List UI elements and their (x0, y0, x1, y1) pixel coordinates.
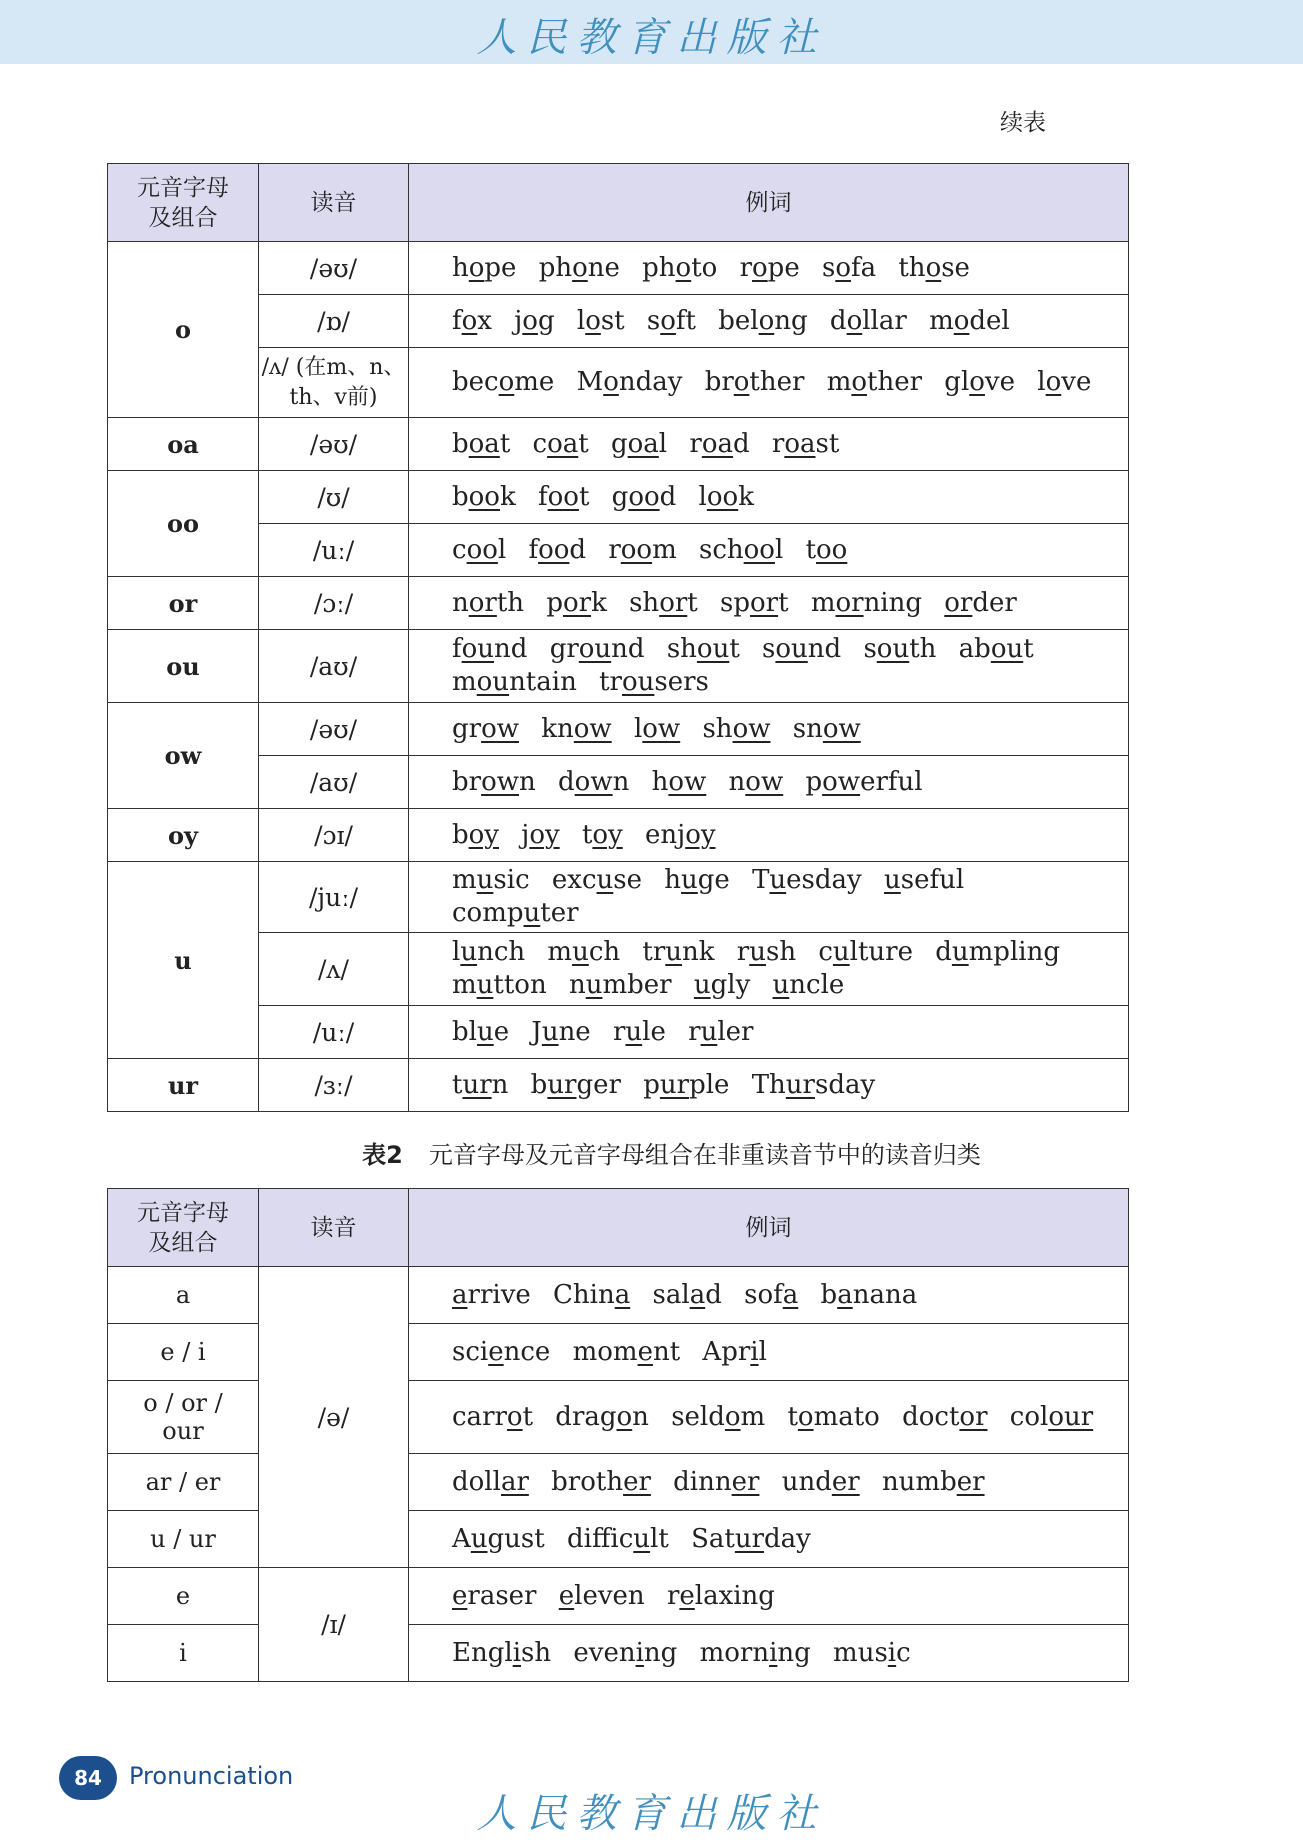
example-word: boy (452, 819, 499, 850)
example-word: low (633, 713, 681, 744)
caption-number: 表2 (362, 1141, 403, 1169)
example-word: purple (643, 1069, 730, 1100)
example-words (409, 471, 1129, 524)
example-words (409, 1267, 1129, 1324)
example-word: cool (452, 534, 507, 565)
example-word: look (698, 481, 754, 512)
vowel-category: ar / er (108, 1454, 259, 1511)
example-word: evening (573, 1637, 678, 1668)
example-word: jog (514, 305, 555, 336)
example-word: burger (530, 1069, 621, 1100)
vowel-category: o (108, 242, 259, 418)
table-row (108, 1006, 1129, 1059)
table-row (108, 295, 1129, 348)
header-category: 元音字母及组合 (108, 164, 259, 242)
vowel-category: o / or / our (108, 1381, 259, 1454)
example-word: sport (720, 587, 789, 618)
example-words (409, 703, 1129, 756)
phonetic-sound: /ʌ/ (在m、n、th、v前) (259, 348, 409, 418)
example-word: English (452, 1637, 552, 1668)
example-word: eleven (558, 1580, 645, 1611)
example-word: order (944, 587, 1017, 618)
example-word: mother (826, 367, 923, 397)
example-word: food (528, 534, 587, 565)
example-words (409, 524, 1129, 577)
example-words (409, 1381, 1129, 1454)
table-row (108, 524, 1129, 577)
example-word: love (1037, 367, 1092, 397)
header-examples: 例词 (409, 164, 1129, 242)
example-words (409, 756, 1129, 809)
example-word: model (929, 305, 1010, 336)
example-word: music (452, 865, 530, 895)
example-word: ground (549, 634, 645, 664)
example-word: south (863, 634, 937, 664)
example-word: banana (820, 1279, 918, 1310)
phonetic-sound: /aʊ/ (259, 630, 409, 703)
example-words (409, 1625, 1129, 1682)
phonetic-sound: /ʊ/ (259, 471, 409, 524)
example-word: photo (642, 252, 718, 283)
phonetic-sound: /uː/ (259, 1006, 409, 1059)
example-word: moment (572, 1336, 681, 1367)
example-words (409, 1006, 1129, 1059)
example-word: powerful (805, 766, 923, 797)
example-word: uncle (772, 970, 845, 1000)
example-word: dollar (452, 1466, 529, 1497)
vowel-category: e (108, 1568, 259, 1625)
example-word: how (651, 766, 707, 797)
example-word: north (452, 587, 525, 618)
example-word: toy (581, 819, 623, 850)
table-row (108, 348, 1129, 418)
table-row (108, 862, 1129, 933)
phonetic-sound: /ʌ/ (259, 933, 409, 1006)
example-word: show (702, 713, 771, 744)
example-word: Monday (576, 367, 683, 397)
table2-caption (0, 1135, 1303, 1170)
example-word: arrive (452, 1279, 531, 1310)
table-row (108, 933, 1129, 1006)
example-word: number (881, 1466, 985, 1497)
example-word: fox (452, 305, 492, 336)
example-word: seldom (671, 1401, 766, 1432)
example-word: mutton (452, 970, 547, 1000)
phonetic-sound: /ɔɪ/ (259, 809, 409, 862)
example-word: colour (1009, 1401, 1094, 1432)
example-word: know (541, 713, 612, 744)
table-row (108, 577, 1129, 630)
example-word: enjoy (645, 819, 716, 850)
example-word: lost (576, 305, 625, 336)
example-word: culture (818, 937, 913, 967)
table-row (108, 1568, 1129, 1625)
example-word: carrot (452, 1401, 534, 1432)
example-word: ugly (693, 970, 751, 1000)
example-word: blue (452, 1016, 510, 1047)
example-word: belong (718, 305, 808, 336)
table-row (108, 703, 1129, 756)
example-word: found (452, 634, 528, 664)
example-word: sofa (821, 252, 877, 283)
example-words (409, 862, 1129, 933)
table-row (108, 1267, 1129, 1324)
example-word: brother (704, 367, 805, 397)
example-word: morning (810, 587, 923, 618)
phonetic-sound: /ɪ/ (259, 1568, 409, 1682)
example-word: August (452, 1523, 545, 1554)
example-word: sofa (744, 1279, 799, 1310)
example-word: short (629, 587, 698, 618)
example-word: China (553, 1279, 631, 1310)
example-word: become (452, 367, 555, 397)
example-words (409, 295, 1129, 348)
phonetic-sound: /aʊ/ (259, 756, 409, 809)
example-word: Saturday (691, 1523, 811, 1554)
phonetic-sound: /əʊ/ (259, 703, 409, 756)
example-word: about (958, 634, 1034, 664)
example-word: excuse (551, 865, 643, 895)
publisher-watermark-top: 人民教育出版社 (476, 15, 827, 61)
vowel-category: oo (108, 471, 259, 577)
example-word: ruler (688, 1016, 754, 1047)
example-word: rush (736, 937, 797, 967)
vowel-category: ou (108, 630, 259, 703)
example-word: book (452, 481, 516, 512)
example-words (409, 348, 1129, 418)
example-word: brown (452, 766, 536, 797)
vowel-category: oy (108, 809, 259, 862)
header-sound: 读音 (259, 1189, 409, 1267)
example-word: Thursday (751, 1069, 876, 1100)
phonetic-sound: /uː/ (259, 524, 409, 577)
publisher-watermark-bottom: 人民教育出版社 (476, 1791, 827, 1837)
example-words (409, 577, 1129, 630)
example-word: pork (546, 587, 607, 618)
vowel-category: e / i (108, 1324, 259, 1381)
vowel-category: u / ur (108, 1511, 259, 1568)
example-word: roast (771, 428, 840, 459)
example-word: turn (452, 1069, 509, 1100)
example-word: dollar (829, 305, 907, 336)
vowel-category: i (108, 1625, 259, 1682)
example-word: computer (452, 898, 579, 928)
example-word: mountain (452, 667, 577, 697)
example-words (409, 630, 1129, 703)
phonetic-sound: /ɜː/ (259, 1059, 409, 1112)
example-word: sound (762, 634, 842, 664)
example-word: hope (452, 252, 517, 283)
example-word: June (531, 1016, 591, 1047)
table-row (108, 756, 1129, 809)
example-words (409, 1511, 1129, 1568)
caption-title: 元音字母及元音字母组合在非重读音节中的读音归类 (428, 1141, 981, 1169)
header-sound: 读音 (259, 164, 409, 242)
example-word: those (898, 252, 970, 283)
continued-label: 续表 (1000, 110, 1046, 136)
example-word: joy (521, 819, 560, 850)
phonetic-sound: /juː/ (259, 862, 409, 933)
table-row (108, 809, 1129, 862)
example-word: relaxing (666, 1580, 775, 1611)
example-words (409, 242, 1129, 295)
example-word: eraser (452, 1580, 537, 1611)
example-word: huge (664, 865, 730, 895)
example-word: Tuesday (752, 865, 862, 895)
example-word: soft (646, 305, 696, 336)
page-number: 84 (59, 1756, 117, 1800)
example-word: rule (612, 1016, 666, 1047)
example-word: science (452, 1336, 551, 1367)
example-word: April (702, 1336, 767, 1367)
vowel-category: u (108, 862, 259, 1059)
example-word: doctor (902, 1401, 988, 1432)
table-row (108, 630, 1129, 703)
example-word: grow (452, 713, 519, 744)
vowel-table-stressed (107, 163, 1129, 1112)
header-category: 元音字母及组合 (108, 1189, 259, 1267)
example-word: boat (452, 428, 511, 459)
example-word: dinner (673, 1466, 760, 1497)
table-row (108, 242, 1129, 295)
example-word: foot (538, 481, 590, 512)
table-row (108, 1059, 1129, 1112)
vowel-category: oa (108, 418, 259, 471)
example-words (409, 1568, 1129, 1625)
example-word: rope (739, 252, 800, 283)
table-row (108, 418, 1129, 471)
example-words (409, 418, 1129, 471)
example-word: coat (532, 428, 589, 459)
example-word: lunch (452, 937, 526, 967)
vowel-category: ow (108, 703, 259, 809)
example-word: trousers (599, 667, 709, 697)
example-words (409, 1324, 1129, 1381)
example-word: dumpling (935, 937, 1060, 967)
table-row (108, 471, 1129, 524)
example-word: good (611, 481, 677, 512)
example-word: snow (792, 713, 861, 744)
example-word: road (689, 428, 750, 459)
example-word: salad (652, 1279, 722, 1310)
vowel-table-unstressed (107, 1188, 1129, 1682)
example-word: trunk (642, 937, 715, 967)
phonetic-sound: /ɔː/ (259, 577, 409, 630)
phonetic-sound: /əʊ/ (259, 418, 409, 471)
example-word: useful (884, 865, 965, 895)
example-word: goal (610, 428, 668, 459)
example-words (409, 809, 1129, 862)
example-words (409, 1059, 1129, 1112)
example-word: number (568, 970, 672, 1000)
vowel-category: a (108, 1267, 259, 1324)
phonetic-sound: /ə/ (259, 1267, 409, 1568)
section-name: Pronunciation (129, 1762, 294, 1790)
example-word: room (608, 534, 677, 565)
example-word: too (805, 534, 848, 565)
vowel-category: ur (108, 1059, 259, 1112)
phonetic-sound: /əʊ/ (259, 242, 409, 295)
example-words (409, 933, 1129, 1006)
example-word: morning (699, 1637, 811, 1668)
example-word: down (558, 766, 630, 797)
example-word: now (728, 766, 784, 797)
phonetic-sound: /ɒ/ (259, 295, 409, 348)
example-word: much (547, 937, 621, 967)
example-word: brother (551, 1466, 651, 1497)
header-examples: 例词 (409, 1189, 1129, 1267)
example-word: glove (944, 367, 1015, 397)
vowel-category: or (108, 577, 259, 630)
example-word: dragon (555, 1401, 649, 1432)
example-words (409, 1454, 1129, 1511)
example-word: shout (666, 634, 740, 664)
example-word: phone (538, 252, 620, 283)
example-word: school (699, 534, 784, 565)
example-word: music (833, 1637, 911, 1668)
example-word: tomato (787, 1401, 880, 1432)
example-word: under (781, 1466, 860, 1497)
example-word: difficult (566, 1523, 669, 1554)
